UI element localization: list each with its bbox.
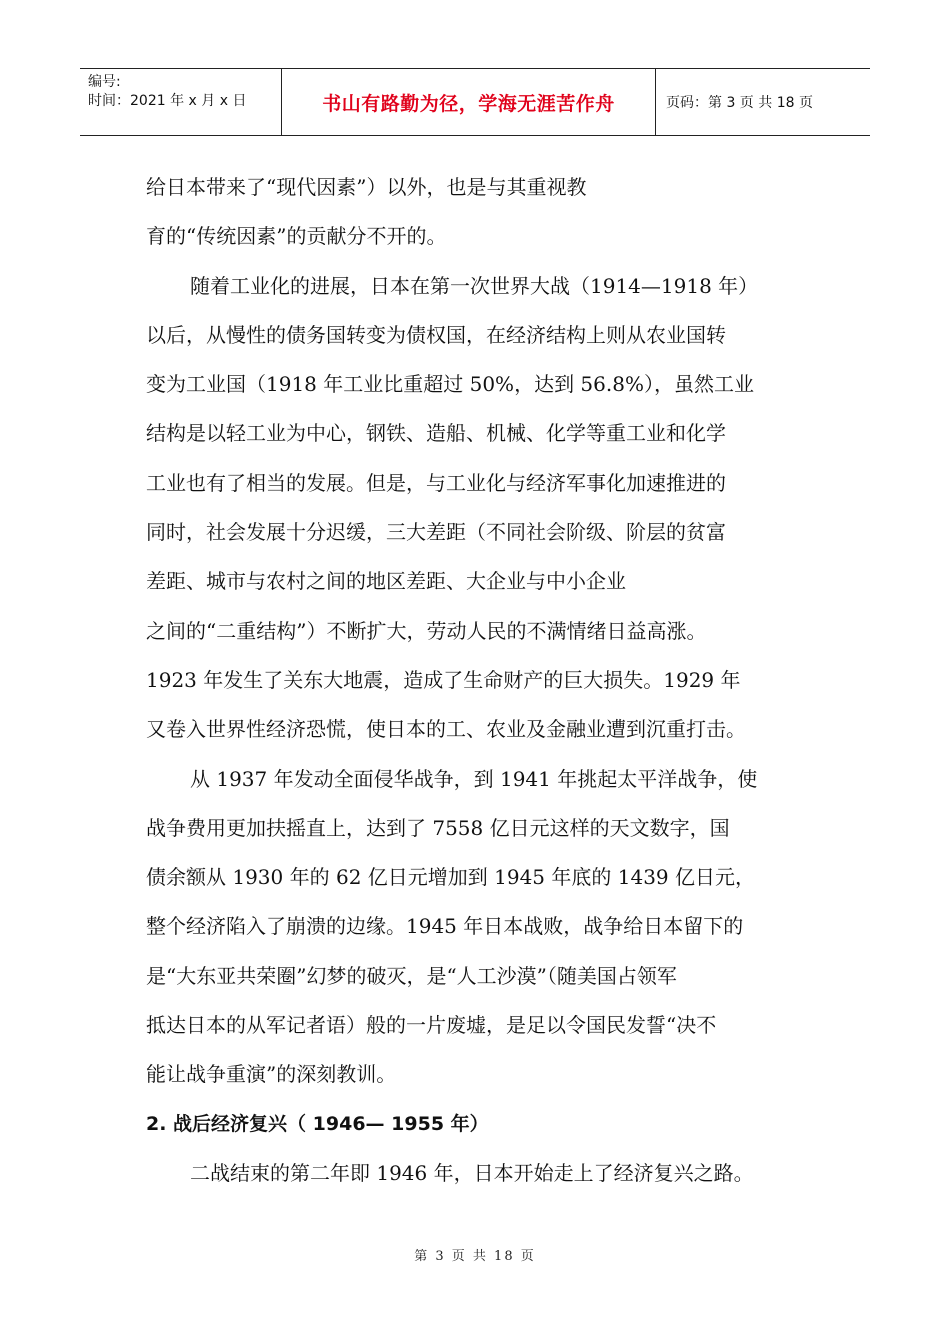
- text-line: 又卷入世界性经济恐慌，使日本的工、农业及金融业遭到沉重打击。: [146, 717, 746, 742]
- document-header: [80, 68, 870, 136]
- text-line: 结构是以轻工业为中心，钢铁、造船、机械、化学等重工业和化学: [146, 421, 726, 446]
- header-motto: 书山有路勤为径，学海无涯苦作舟: [282, 69, 656, 135]
- header-page-info: 页码：第 3 页 共 18 页: [666, 95, 813, 111]
- header-meta: [80, 69, 282, 135]
- text-line: 能让战争重演”的深刻教训。: [146, 1062, 397, 1087]
- text-line: 抵达日本的从军记者语）般的一片废墟，是足以令国民发誓“决不: [146, 1013, 717, 1038]
- text-line: 以后，从慢性的债务国转变为债权国，在经济结构上则从农业国转: [146, 322, 726, 347]
- document-number-label: 编号:: [88, 74, 121, 90]
- text-line: 给日本带来了“现代因素”）以外，也是与其重视教: [146, 175, 587, 199]
- section-heading: 2. 战后经济复兴（ 1946— 1955 年）: [146, 1112, 489, 1135]
- text-line: 同时，社会发展十分迟缓，三大差距（不同社会阶级、阶层的贫富: [146, 520, 726, 545]
- page-footer: 第 3 页 共 18 页: [414, 1249, 536, 1264]
- document-body: [146, 163, 816, 1198]
- text-line: 变为工业国（1918 年工业比重超过 50%，达到 56.8%），虽然工业: [146, 372, 754, 397]
- text-line: 战争费用更加扶摇直上，达到了 7558 亿日元这样的天文数字，国: [146, 815, 730, 840]
- text-line: 1923 年发生了关东大地震，造成了生命财产的巨大损失。1929 年: [146, 667, 741, 692]
- text-line: 工业也有了相当的发展。但是，与工业化与经济军事化加速推进的: [146, 470, 726, 495]
- text-line: 债余额从 1930 年的 62 亿日元增加到 1945 年底的 1439 亿日元，: [146, 865, 756, 890]
- text-line: 差距、城市与农村之间的地区差距、大企业与中小企业: [146, 569, 626, 594]
- paragraph-start-line: 二战结束的第二年即 1946 年，日本开始走上了经济复兴之路。: [190, 1160, 754, 1185]
- text-line: 育的“传统因素”的贡献分不开的。: [146, 224, 447, 249]
- text-line: 整个经济陷入了崩溃的边缘。1945 年日本战败，战争给日本留下的: [146, 914, 744, 939]
- document-date-label: 时间：2021 年 x 月 x 日: [88, 93, 247, 109]
- text-line: 是“大东亚共荣圈”幻梦的破灭，是“人工沙漠”（随美国占领军: [146, 963, 677, 988]
- text-line: 之间的“二重结构”）不断扩大，劳动人民的不满情绪日益高涨。: [146, 618, 707, 643]
- paragraph-start-line: 随着工业化的进展，日本在第一次世界大战（1914—1918 年）: [190, 273, 759, 298]
- paragraph-start-line: 从 1937 年发动全面侵华战争，到 1941 年挑起太平洋战争，使: [190, 766, 758, 791]
